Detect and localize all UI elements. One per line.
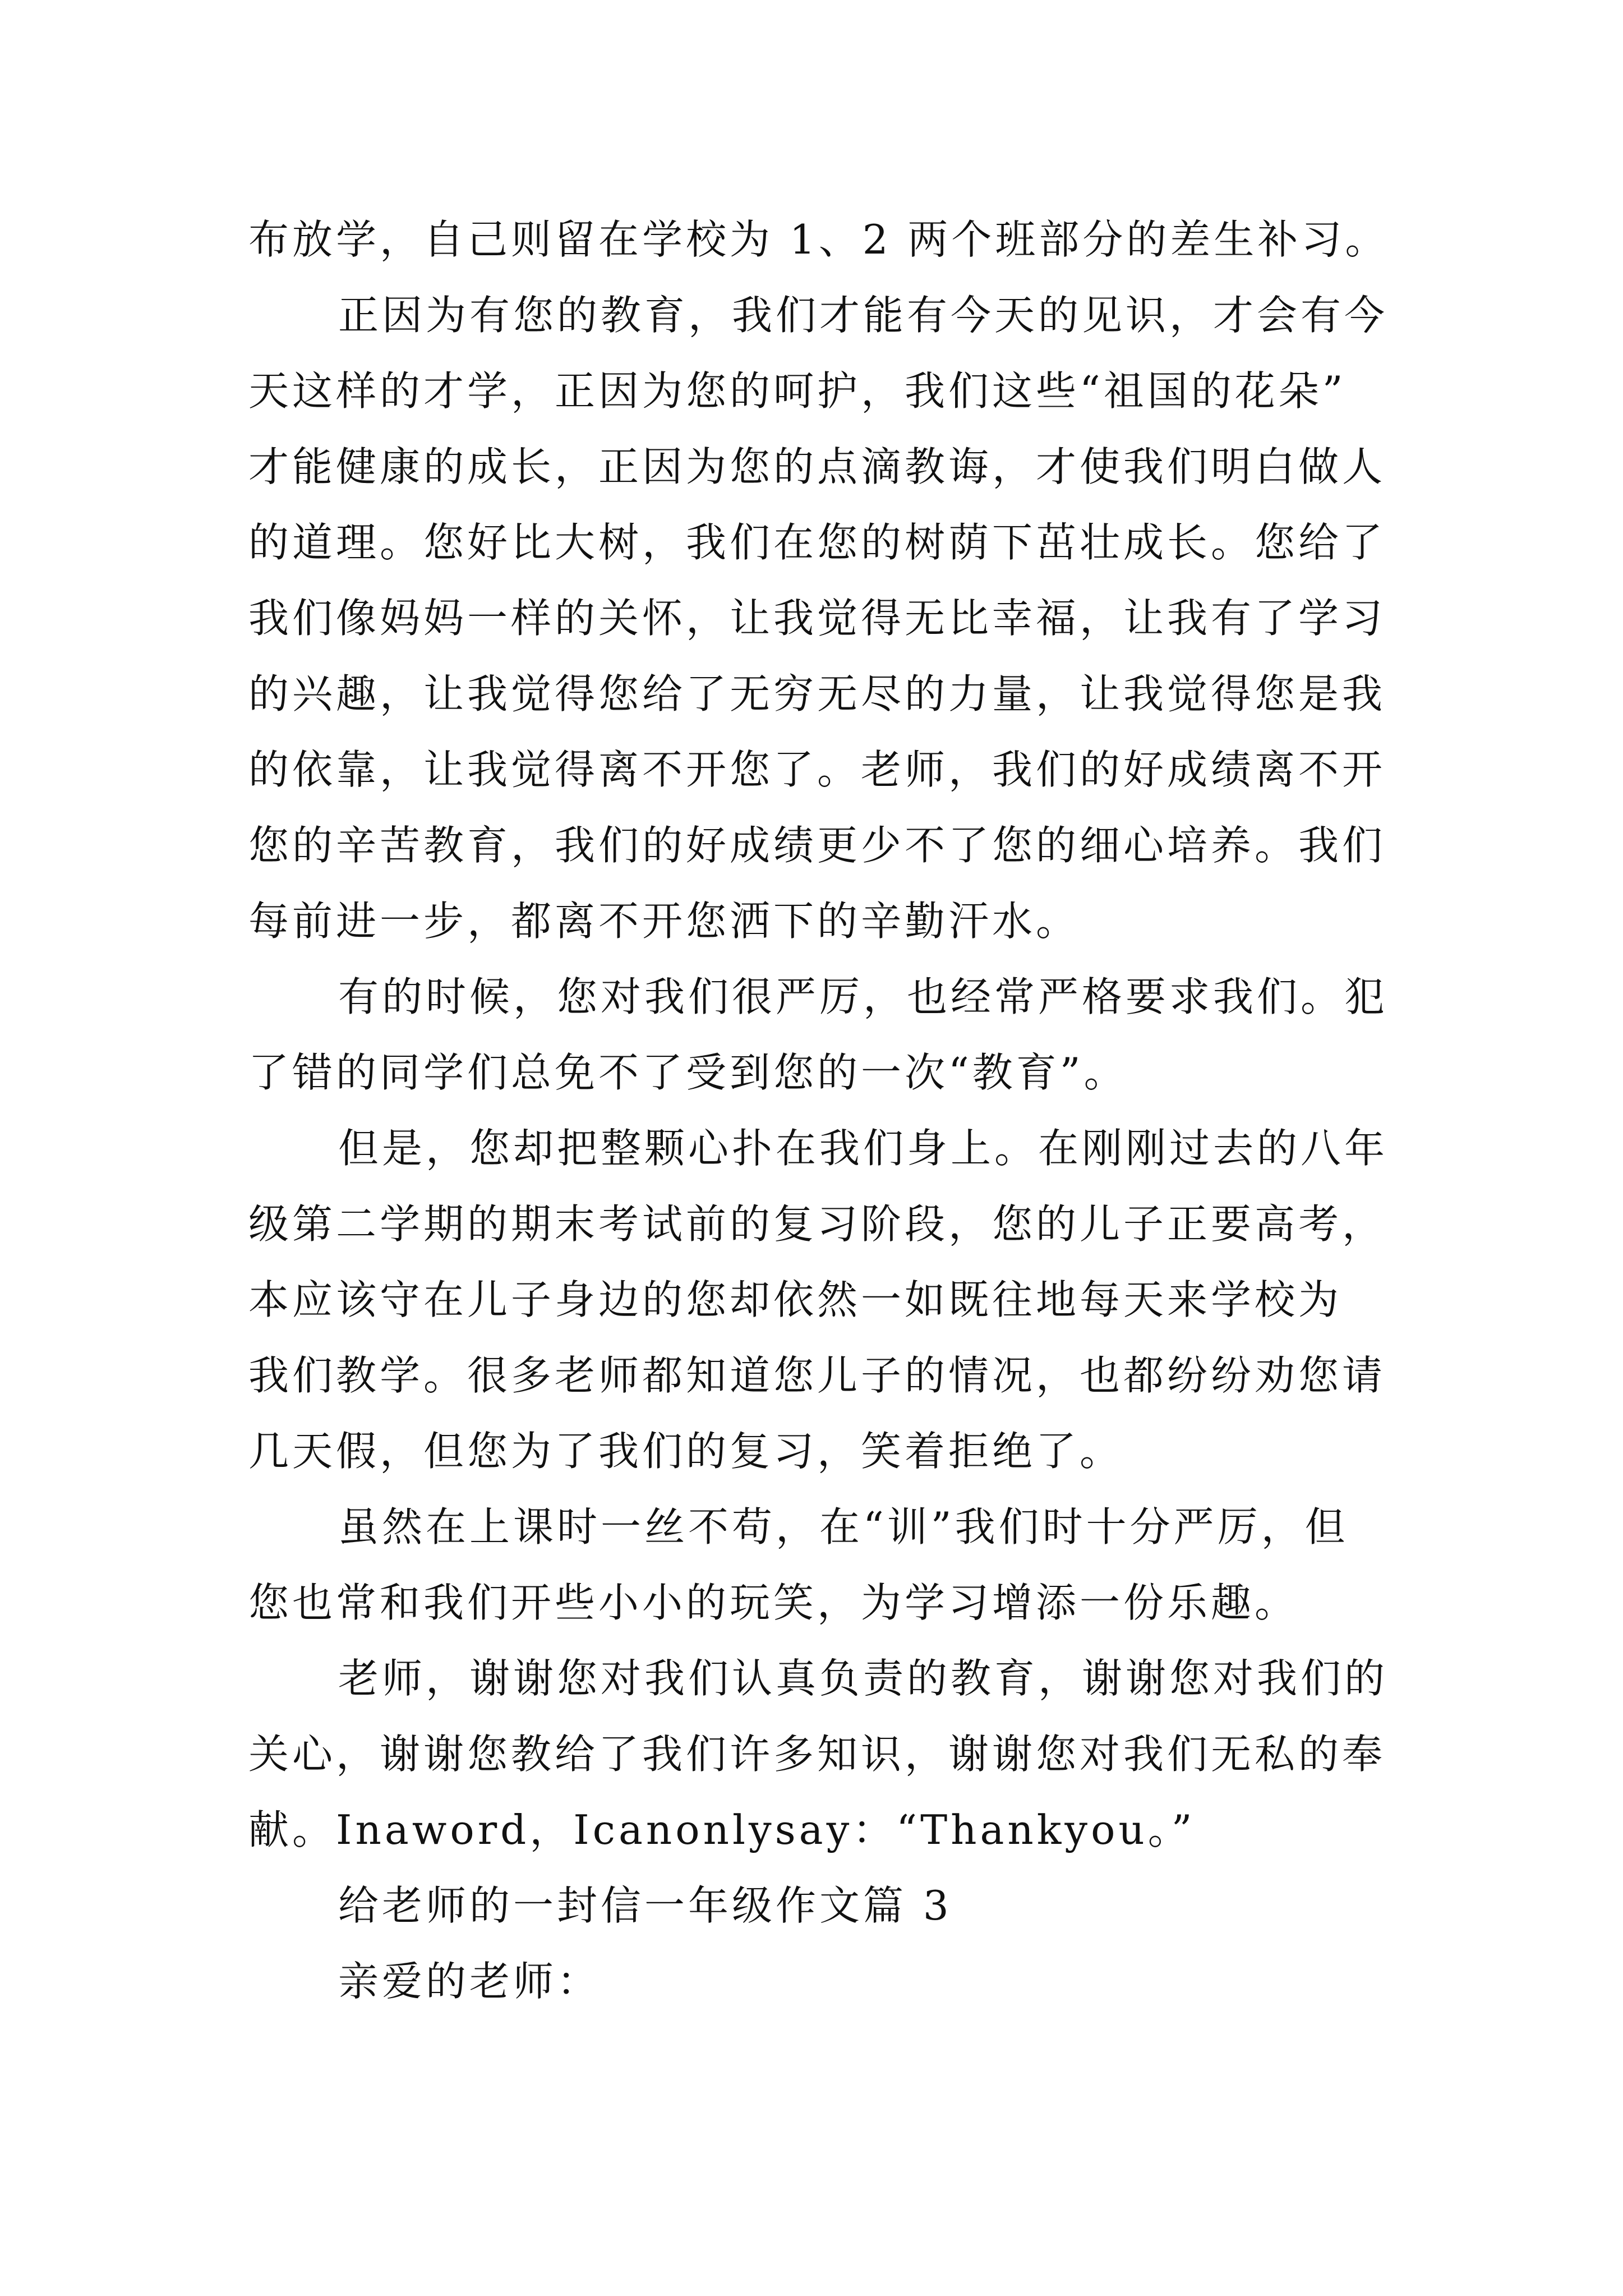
text-line: 布放学，自己则留在学校为 1、2 两个班部分的差生补习。 xyxy=(248,216,1389,263)
text-line: 关心，谢谢您教给了我们许多知识，谢谢您对我们无私的奉 xyxy=(248,1731,1386,1778)
text-line: 几天假，但您为了我们的复习，笑着拒绝了。 xyxy=(248,1428,1124,1475)
section-heading: 给老师的一封信一年级作文篇 3 xyxy=(338,1882,952,1929)
text-line: 级第二学期的期末考试前的复习阶段，您的儿子正要高考， xyxy=(248,1200,1386,1248)
text-line: 了错的同学们总免不了受到您的一次“教育”。 xyxy=(248,1049,1128,1096)
paragraph-start-line: 正因为有您的教育，我们才能有今天的见识，才会有今 xyxy=(338,292,1389,339)
document-body xyxy=(248,202,1387,2019)
text-line: 您也常和我们开些小小的玩笑，为学习增添一份乐趣。 xyxy=(248,1579,1299,1626)
text-line: 献。Inaword，Icanonlysay：“Thankyou。” xyxy=(248,1806,1196,1853)
text-line: 您的辛苦教育，我们的好成绩更少不了您的细心培养。我们 xyxy=(248,822,1386,869)
paragraph-start-line: 老师，谢谢您对我们认真负责的教育，谢谢您对我们的 xyxy=(338,1655,1389,1702)
text-line: 的兴趣，让我觉得您给了无穷无尽的力量，让我觉得您是我 xyxy=(248,670,1386,717)
text-line: 的道理。您好比大树，我们在您的树荫下茁壮成长。您给了 xyxy=(248,519,1386,566)
text-line: 每前进一步，都离不开您洒下的辛勤汗水。 xyxy=(248,898,1080,945)
text-line: 本应该守在儿子身边的您却依然一如既往地每天来学校为 xyxy=(248,1276,1343,1323)
text-line: 才能健康的成长，正因为您的点滴教诲，才使我们明白做人 xyxy=(248,443,1386,490)
salutation: 亲爱的老师： xyxy=(338,1958,601,2005)
text-line: 我们像妈妈一样的关怀，让我觉得无比幸福，让我有了学习 xyxy=(248,595,1386,642)
paragraph-start-line: 虽然在上课时一丝不苟，在“训”我们时十分严厉，但 xyxy=(338,1503,1349,1550)
text-line: 天这样的才学，正因为您的呵护，我们这些“祖国的花朵” xyxy=(248,367,1347,415)
paragraph-start-line: 但是，您却把整颗心扑在我们身上。在刚刚过去的八年 xyxy=(338,1125,1389,1172)
text-line: 的依靠，让我觉得离不开您了。老师，我们的好成绩离不开 xyxy=(248,746,1386,793)
paragraph-start-line: 有的时候，您对我们很严厉，也经常严格要求我们。犯 xyxy=(338,973,1389,1020)
text-line: 我们教学。很多老师都知道您儿子的情况，也都纷纷劝您请 xyxy=(248,1352,1386,1399)
